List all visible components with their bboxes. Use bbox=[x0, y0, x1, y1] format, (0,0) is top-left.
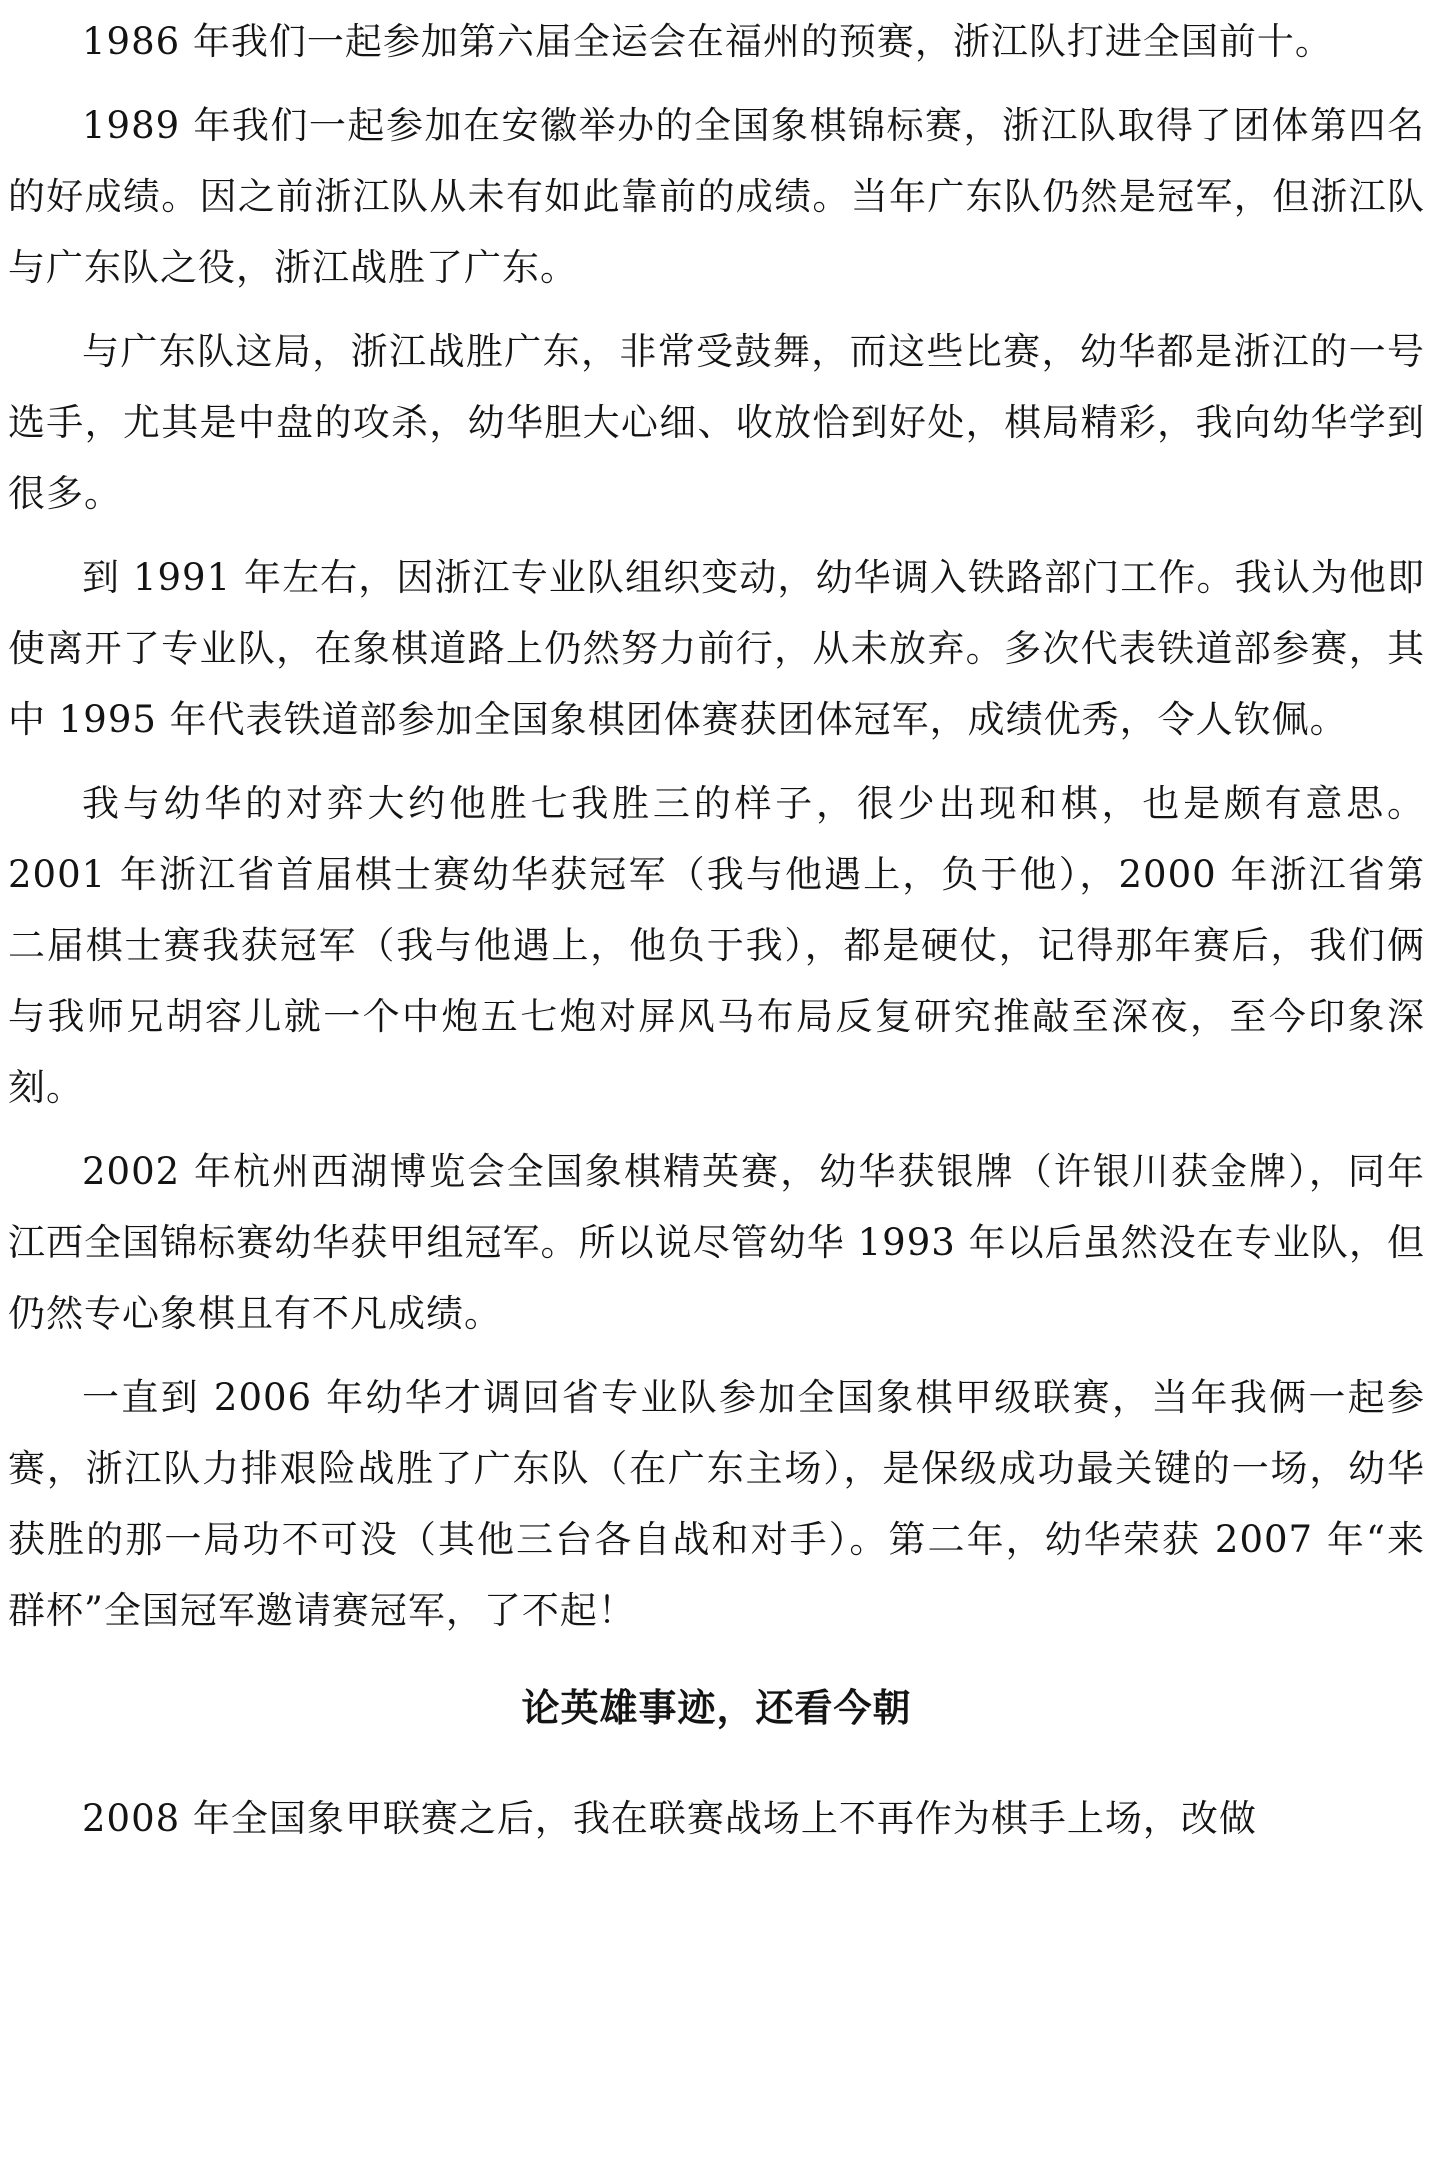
paragraph-head-to-head: 我与幼华的对弈大约他胜七我胜三的样子，很少出现和棋，也是颇有意思。2001 年浙江省首届棋士赛幼华获冠军（我与他遇上，负于他），2000 年浙江省第二届棋士赛我获冠军（我与他遇上，他负于我），都是硬仗，记得那年赛后，我们俩与我师兄胡容儿就一个中炮五七炮对屏风马布局反复研究推敲至深夜，至今印象深刻。 bbox=[8, 782, 1425, 1109]
paragraph-2002-results: 2002 年杭州西湖博览会全国象棋精英赛，幼华获银牌（许银川获金牌），同年江西全国锦标赛幼华获甲组冠军。所以说尽管幼华 1993 年以后虽然没在专业队，但仍然专心象棋且有不凡成绩。 bbox=[8, 1150, 1425, 1335]
paragraph-1986-games: 1986 年我们一起参加第六届全运会在福州的预赛，浙江队打进全国前十。 bbox=[82, 20, 1333, 63]
paragraph-1989-championship: 1989 年我们一起参加在安徽举办的全国象棋锦标赛，浙江队取得了团体第四名的好成绩。因之前浙江队从未有如此靠前的成绩。当年广东队仍然是冠军，但浙江队与广东队之役，浙江战胜了广东。 bbox=[8, 104, 1425, 289]
paragraph-2008-league: 2008 年全国象甲联赛之后，我在联赛战场上不再作为棋手上场，改做 bbox=[82, 1797, 1257, 1840]
paragraph-1991-railway: 到 1991 年左右，因浙江专业队组织变动，幼华调入铁路部门工作。我认为他即使离开了专业队，在象棋道路上仍然努力前行，从未放弃。多次代表铁道部参赛，其中 1995 年代表铁道部参加全国象棋团体赛获团体冠军，成绩优秀，令人钦佩。 bbox=[8, 556, 1425, 741]
section-title: 论英雄事迹，还看今朝 bbox=[521, 1685, 912, 1730]
paragraph-guangdong-match: 与广东队这局，浙江战胜广东，非常受鼓舞，而这些比赛，幼华都是浙江的一号选手，尤其是中盘的攻杀，幼华胆大心细、收放恰到好处，棋局精彩，我向幼华学到很多。 bbox=[8, 330, 1425, 515]
paragraph-2006-league: 一直到 2006 年幼华才调回省专业队参加全国象棋甲级联赛，当年我俩一起参赛，浙江队力排艰险战胜了广东队（在广东主场），是保级成功最关键的一场，幼华获胜的那一局功不可没（其他三台各自战和对手）。第二年，幼华荣获 2007 年“来群杯”全国冠军邀请赛冠军，了不起！ bbox=[8, 1376, 1425, 1632]
